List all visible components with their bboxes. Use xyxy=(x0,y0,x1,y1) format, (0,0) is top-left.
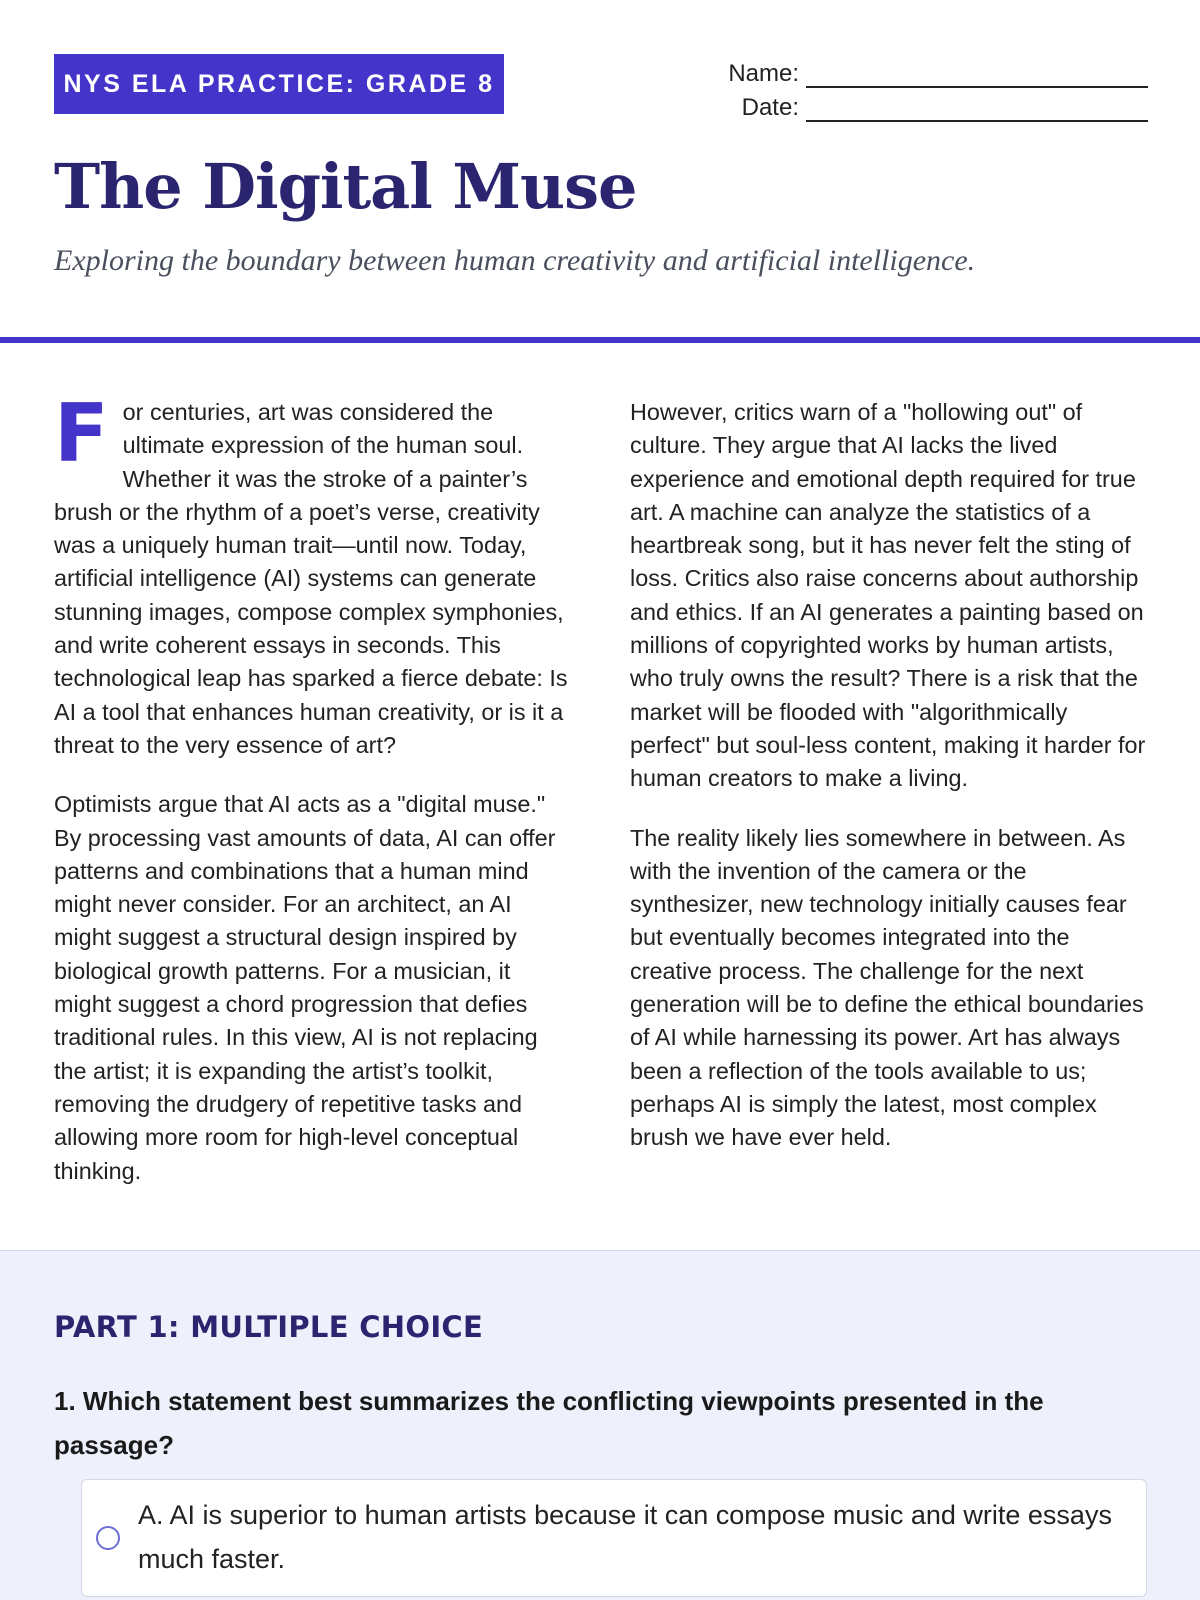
name-row xyxy=(728,54,1148,88)
passage-column-left xyxy=(54,387,572,1214)
passage-paragraph: Optimists argue that AI acts as a "digital muse." By processing vast amounts of data, AI can offer patterns and combinations that a human mind might never consider. For an architect, an AI might suggest a structural design inspired by biological growth patterns. For a musician, it might suggest a chord progression that defies traditional rules. In this view, AI is not replacing the artist; it is expanding the artist’s toolkit, removing the drudgery of repetitive tasks and allowing more room for high-level conceptual thinking. xyxy=(54,791,556,1184)
page-subtitle: Exploring the boundary between human creativity and artificial intelligence. xyxy=(54,244,976,277)
passage-column-right xyxy=(630,396,1148,1214)
answer-option-label: A. AI is superior to human artists because it can compose music and write essays much faster. xyxy=(138,1500,1112,1574)
name-date-fields xyxy=(728,54,1148,122)
paragraph-text: or centuries, art was considered the ultimate expression of the human soul. Whether it was the stroke of a painter’s brush or the rhythm of a poet’s verse, creativity was a uniquely human trait—until now. Today, artificial intelligence (AI) systems can generate stunning images, compose complex symphonies, and write coherent essays in seconds. This technological leap has sparked a fierce debate: Is AI a tool that enhances human creativity, or is it a threat to the very essence of art? xyxy=(54,399,568,758)
questions-section xyxy=(0,1250,1200,1600)
date-row xyxy=(728,88,1148,122)
drop-cap: F xyxy=(54,387,109,480)
name-line[interactable] xyxy=(806,64,1148,88)
worksheet-header xyxy=(0,0,1200,344)
date-line[interactable] xyxy=(806,98,1148,122)
name-label: Name: xyxy=(728,60,799,87)
date-label: Date: xyxy=(741,94,799,121)
header-divider xyxy=(0,337,1200,343)
question-text: 1. Which statement best summarizes the conflicting viewpoints presented in the passage? xyxy=(54,1386,1044,1460)
grade-badge: NYS ELA PRACTICE: GRADE 8 xyxy=(54,54,504,114)
section-title: PART 1: MULTIPLE CHOICE xyxy=(54,1310,484,1344)
reading-passage xyxy=(54,387,1148,1214)
passage-paragraph: However, critics warn of a "hollowing out" of culture. They argue that AI lacks the lived experience and emotional depth required for true art. A machine can analyze the statistics of a heartbreak song, but it has never felt the sting of loss. Critics also raise concerns about authorship and ethics. If an AI generates a painting based on millions of copyrighted works by human artists, who truly owns the result? There is a risk that the market will be flooded with "algorithmically perfect" but soul-less content, making it harder for human creators to make a living. xyxy=(630,399,1146,792)
passage-paragraph xyxy=(54,387,572,762)
radio-button[interactable] xyxy=(96,1526,120,1550)
answer-option-a[interactable] xyxy=(81,1479,1147,1597)
page-title: The Digital Muse xyxy=(54,150,637,223)
passage-paragraph: The reality likely lies somewhere in between. As with the invention of the camera or the synthesizer, new technology initially causes fear but eventually becomes integrated into the creative process. The challenge for the next generation will be to define the ethical boundaries of AI while harnessing its power. Art has always been a reflection of the tools available to us; perhaps AI is simply the latest, most complex brush we have ever held. xyxy=(630,824,1144,1151)
